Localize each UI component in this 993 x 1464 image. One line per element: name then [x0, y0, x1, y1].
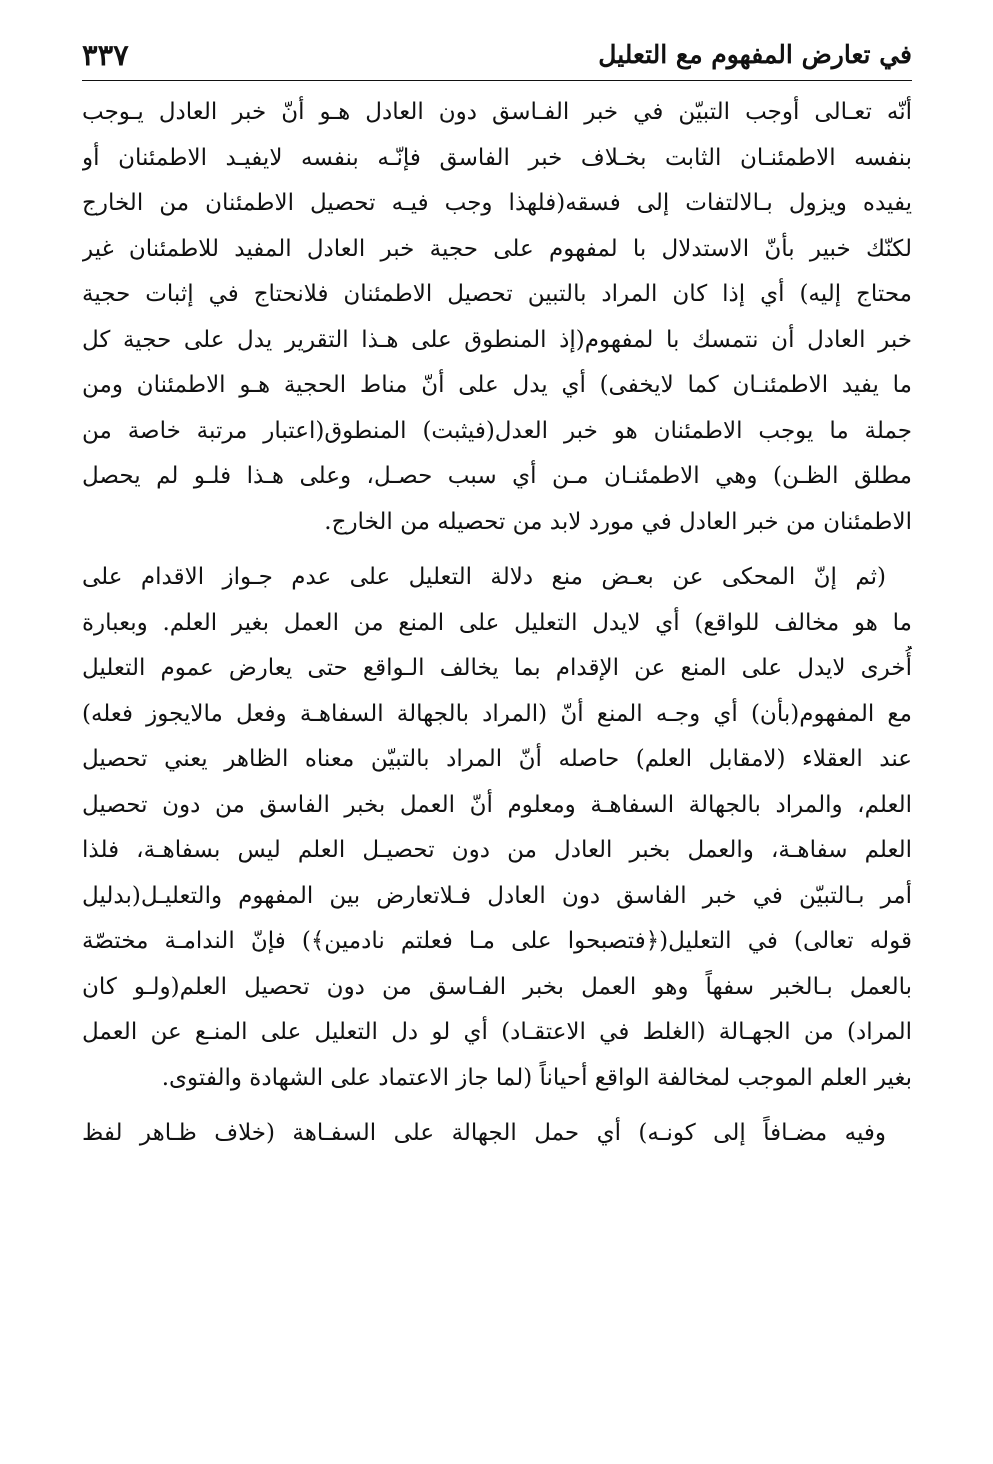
- text-line: أمر بـالتبيّن في خبر الفاسق دون العادل فـلاتعارض بين المفهوم والتعليـل(بدليل: [82, 882, 912, 909]
- text-line: بالعمل بـالخبر سفهاً وهو العمل بخبر الفـاسق من دون تحصيل العلم(ولـو كان: [82, 973, 912, 1000]
- text-line: عند العقلاء (لامقابل العلم) حاصله أنّ المراد بالتبيّن معناه الظاهر يعني تحصيل: [82, 746, 912, 772]
- paragraph-3: [82, 1111, 912, 1157]
- text-line: الاطمئنان من خبر العادل في مورد لابد من تحصيله من الخارج.: [324, 508, 912, 535]
- book-page: [82, 30, 912, 1440]
- text-line: قوله تعالى) في التعليل(﴿فتصبحوا على مـا فعلتم نادمين﴾) فإنّ الندامـة مختصّة: [82, 928, 912, 954]
- text-line: يفيده ويزول بـالالتفات إلى فسقه(فلهذا وجب فيـه تحصيل الاطمئنان من الخارج: [82, 190, 912, 216]
- paragraph-1: [82, 90, 912, 545]
- page-number: ٣٣٧: [82, 38, 129, 72]
- text-line: أنّه تعـالى أوجب التبيّن في خبر الفـاسق دون العادل هـو أنّ خبر العادل يـوجب: [82, 99, 912, 125]
- text-line: مع المفهوم(بأن) أي وجـه المنع أنّ (المراد بالجهالة السفاهـة وفعل مالايجوز فعله): [82, 700, 912, 727]
- text-line: خبر العادل أن نتمسك با لمفهوم(إذ المنطوق على هـذا التقرير يدل على حجية كل: [82, 326, 912, 353]
- text-line: بغير العلم الموجب لمخالفة الواقع أحياناً (لما جاز الاعتماد على الشهادة والفتوى.: [161, 1064, 912, 1091]
- text-line: ما هو مخالف للواقع) أي لايدل التعليل على المنع من العمل بغير العلم. وبعبارة: [82, 609, 912, 636]
- text-line: محتاج إليه) أي إذا كان المراد بالتبين تحصيل الاطمئنان فلانحتاج في إثبات حجية: [82, 281, 912, 307]
- text-line: (ثم إنّ المحكى عن بعـض منع دلالة التعليل على عدم جـواز الاقدام على: [82, 564, 886, 590]
- text-line: المراد) من الجهـالة (الغلط في الاعتقـاد) أي لو دل التعليل على المنـع عن العمل: [82, 1019, 912, 1045]
- body-text: [82, 90, 912, 1157]
- text-line: وفيه مضـافاً إلى كونـه) أي حمل الجهالة على السفـاهة (خلاف ظـاهر لفظ: [82, 1120, 886, 1146]
- running-header: [82, 30, 912, 86]
- header-rule: [82, 80, 912, 81]
- text-line: أُخرى لايدل على المنع عن الإقدام بما يخالف الـواقع حتى يعارض عموم التعليل: [82, 655, 912, 681]
- text-line: لكنّك خبير بأنّ الاستدلال با لمفهوم على حجية خبر العادل المفيد للاطمئنان غير: [82, 235, 912, 262]
- paragraph-2: [82, 555, 912, 1101]
- text-line: العلم سفاهـة، والعمل بخبر العادل من دون تحصيـل العلم ليس بسفاهـة، فلذا: [82, 837, 912, 863]
- paragraph-gap: [82, 545, 912, 555]
- paragraph-gap: [82, 1101, 912, 1111]
- text-line: العلم، والمراد بالجهالة السفاهـة ومعلوم أنّ العمل بخبر الفاسق من دون تحصيل: [82, 791, 912, 818]
- text-line: مطلق الظـن) وهي الاطمئنـان مـن أي سبب حصـل، وعلى هـذا فلـو لم يحصل: [82, 463, 912, 489]
- text-line: جملة ما يوجب الاطمئنان هو خبر العدل(فيثبت) المنطوق(اعتبار مرتبة خاصة من: [82, 417, 912, 444]
- text-line: ما يفيد الاطمئنـان كما لايخفى) أي يدل على أنّ مناط الحجية هـو الاطمئنان ومن: [82, 372, 912, 398]
- text-line: بنفسه الاطمئنـان الثابت بخـلاف خبر الفاسق فإنّـه بنفسه لايفيـد الاطمئنان أو: [82, 144, 912, 171]
- running-title: في تعارض المفهوم مع التعليل: [598, 40, 912, 69]
